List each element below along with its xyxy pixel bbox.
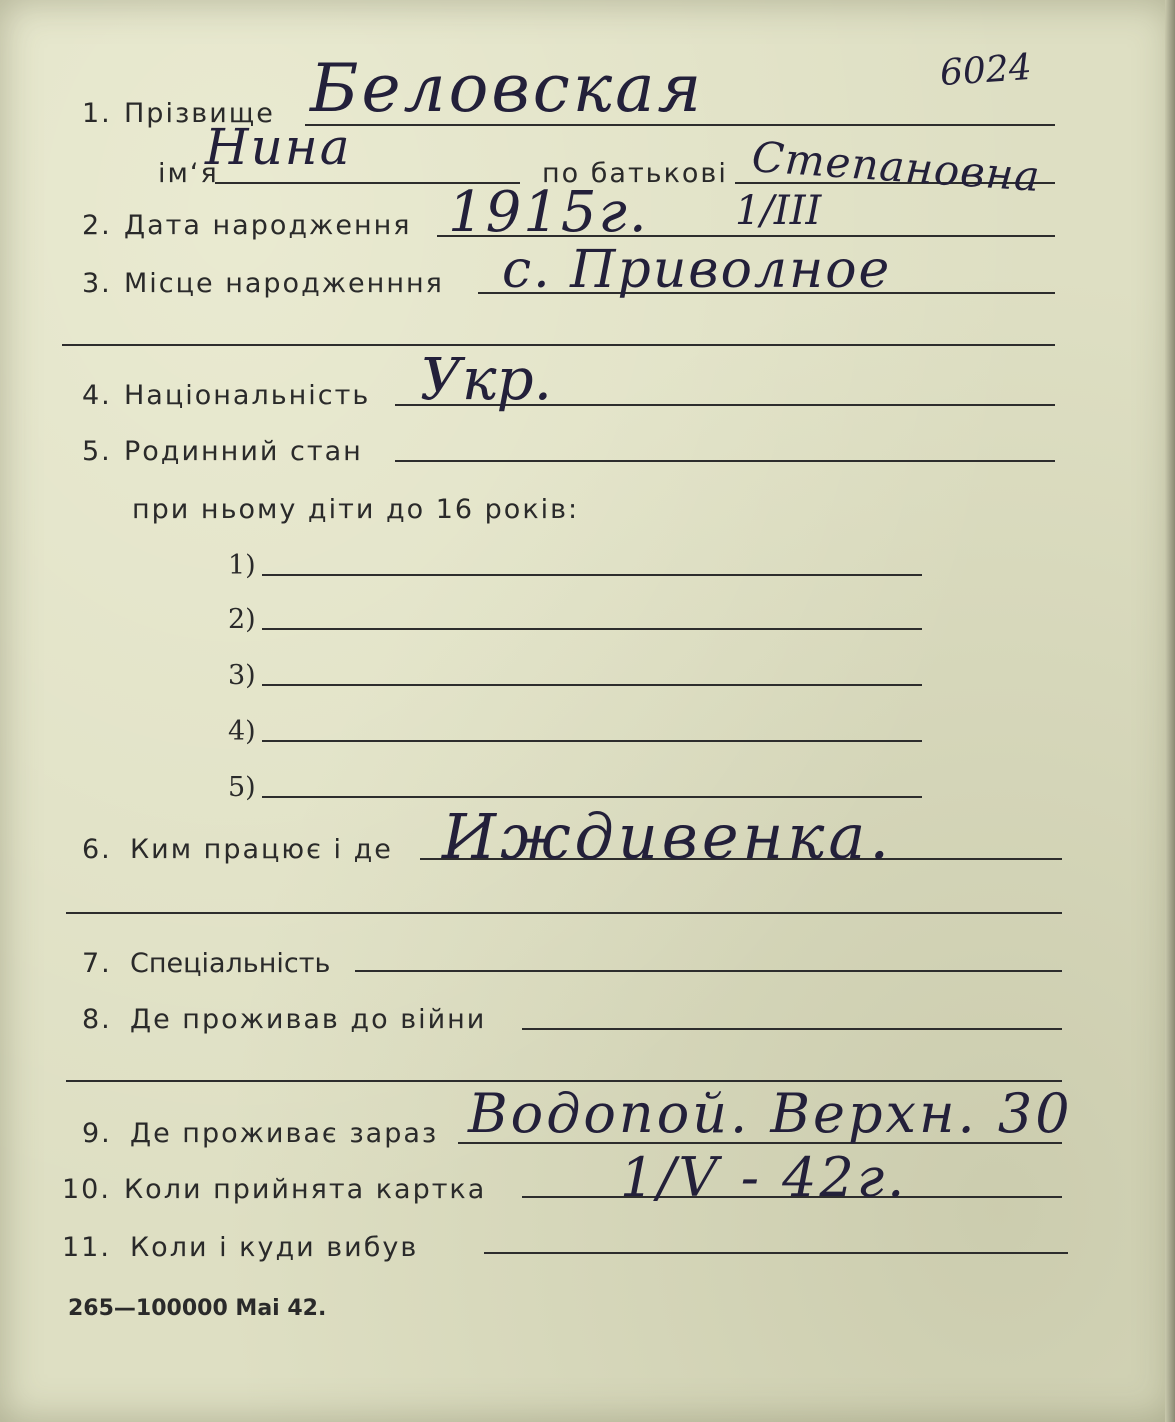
field-4-number: 4. bbox=[82, 380, 112, 411]
print-code: 265—100000 Mai 42. bbox=[68, 1296, 327, 1321]
occupation-handwritten: Иждивенка. bbox=[442, 800, 894, 873]
field-8-line bbox=[522, 1028, 1062, 1030]
field-9-label: Де проживає зараз bbox=[130, 1118, 439, 1149]
field-8-label: Де проживав до війни bbox=[130, 1004, 487, 1035]
field-10-number: 10. bbox=[62, 1174, 111, 1205]
child-1-line bbox=[262, 574, 922, 576]
patronymic-label: по батькові bbox=[542, 158, 728, 189]
field-3-number: 3. bbox=[82, 268, 112, 299]
first-name-handwritten: Нина bbox=[205, 118, 352, 176]
child-2-line bbox=[262, 628, 922, 630]
field-10-label: Коли прийнята картка bbox=[124, 1174, 487, 1205]
field-11-label: Коли і куди вибув bbox=[130, 1232, 419, 1263]
field-11-line bbox=[484, 1252, 1068, 1254]
field-5-label: Родинний стан bbox=[124, 436, 363, 467]
current-address-handwritten: Водопой. Верхн. 30 bbox=[468, 1082, 1073, 1145]
birth-day-handwritten: 1/III bbox=[735, 188, 822, 234]
field-6-continuation-line bbox=[66, 912, 1062, 914]
first-name-label: ім‘я bbox=[158, 158, 219, 189]
child-2-number: 2) bbox=[228, 604, 256, 635]
card-number-handwritten: 6024 bbox=[938, 46, 1033, 95]
field-3-label: Місце народженння bbox=[124, 268, 444, 299]
field-9-number: 9. bbox=[82, 1118, 112, 1149]
field-1-label: Прізвище bbox=[124, 98, 275, 129]
field-2-number: 2. bbox=[82, 210, 112, 241]
field-3-continuation-line bbox=[62, 344, 1055, 346]
child-4-line bbox=[262, 740, 922, 742]
card-accepted-handwritten: 1/V - 42г. bbox=[620, 1146, 908, 1209]
birthplace-handwritten: с. Приволное bbox=[502, 240, 892, 300]
field-7-label: Спеціальність bbox=[130, 948, 331, 979]
field-7-number: 7. bbox=[82, 948, 112, 979]
field-2-label: Дата народження bbox=[124, 210, 412, 241]
child-5-line bbox=[262, 796, 922, 798]
patronymic-handwritten: Степановна bbox=[750, 132, 1043, 202]
field-1-number: 1. bbox=[82, 98, 112, 129]
field-6-label: Ким працює і де bbox=[130, 834, 393, 865]
card-edge bbox=[1165, 0, 1175, 1422]
birth-year-handwritten: 1915г. bbox=[448, 180, 649, 245]
nationality-handwritten: Укр. bbox=[420, 345, 553, 413]
child-1-number: 1) bbox=[228, 550, 256, 581]
field-8-number: 8. bbox=[82, 1004, 112, 1035]
field-7-line bbox=[355, 970, 1062, 972]
children-header: при ньому діти до 16 років: bbox=[132, 494, 580, 525]
field-6-number: 6. bbox=[82, 834, 112, 865]
field-5-line bbox=[395, 460, 1055, 462]
child-3-number: 3) bbox=[228, 660, 256, 691]
child-3-line bbox=[262, 684, 922, 686]
field-5-number: 5. bbox=[82, 436, 112, 467]
child-4-number: 4) bbox=[228, 716, 256, 747]
field-11-number: 11. bbox=[62, 1232, 111, 1263]
field-4-label: Національність bbox=[124, 380, 371, 411]
surname-handwritten: Беловская bbox=[310, 50, 705, 127]
child-5-number: 5) bbox=[228, 772, 256, 803]
